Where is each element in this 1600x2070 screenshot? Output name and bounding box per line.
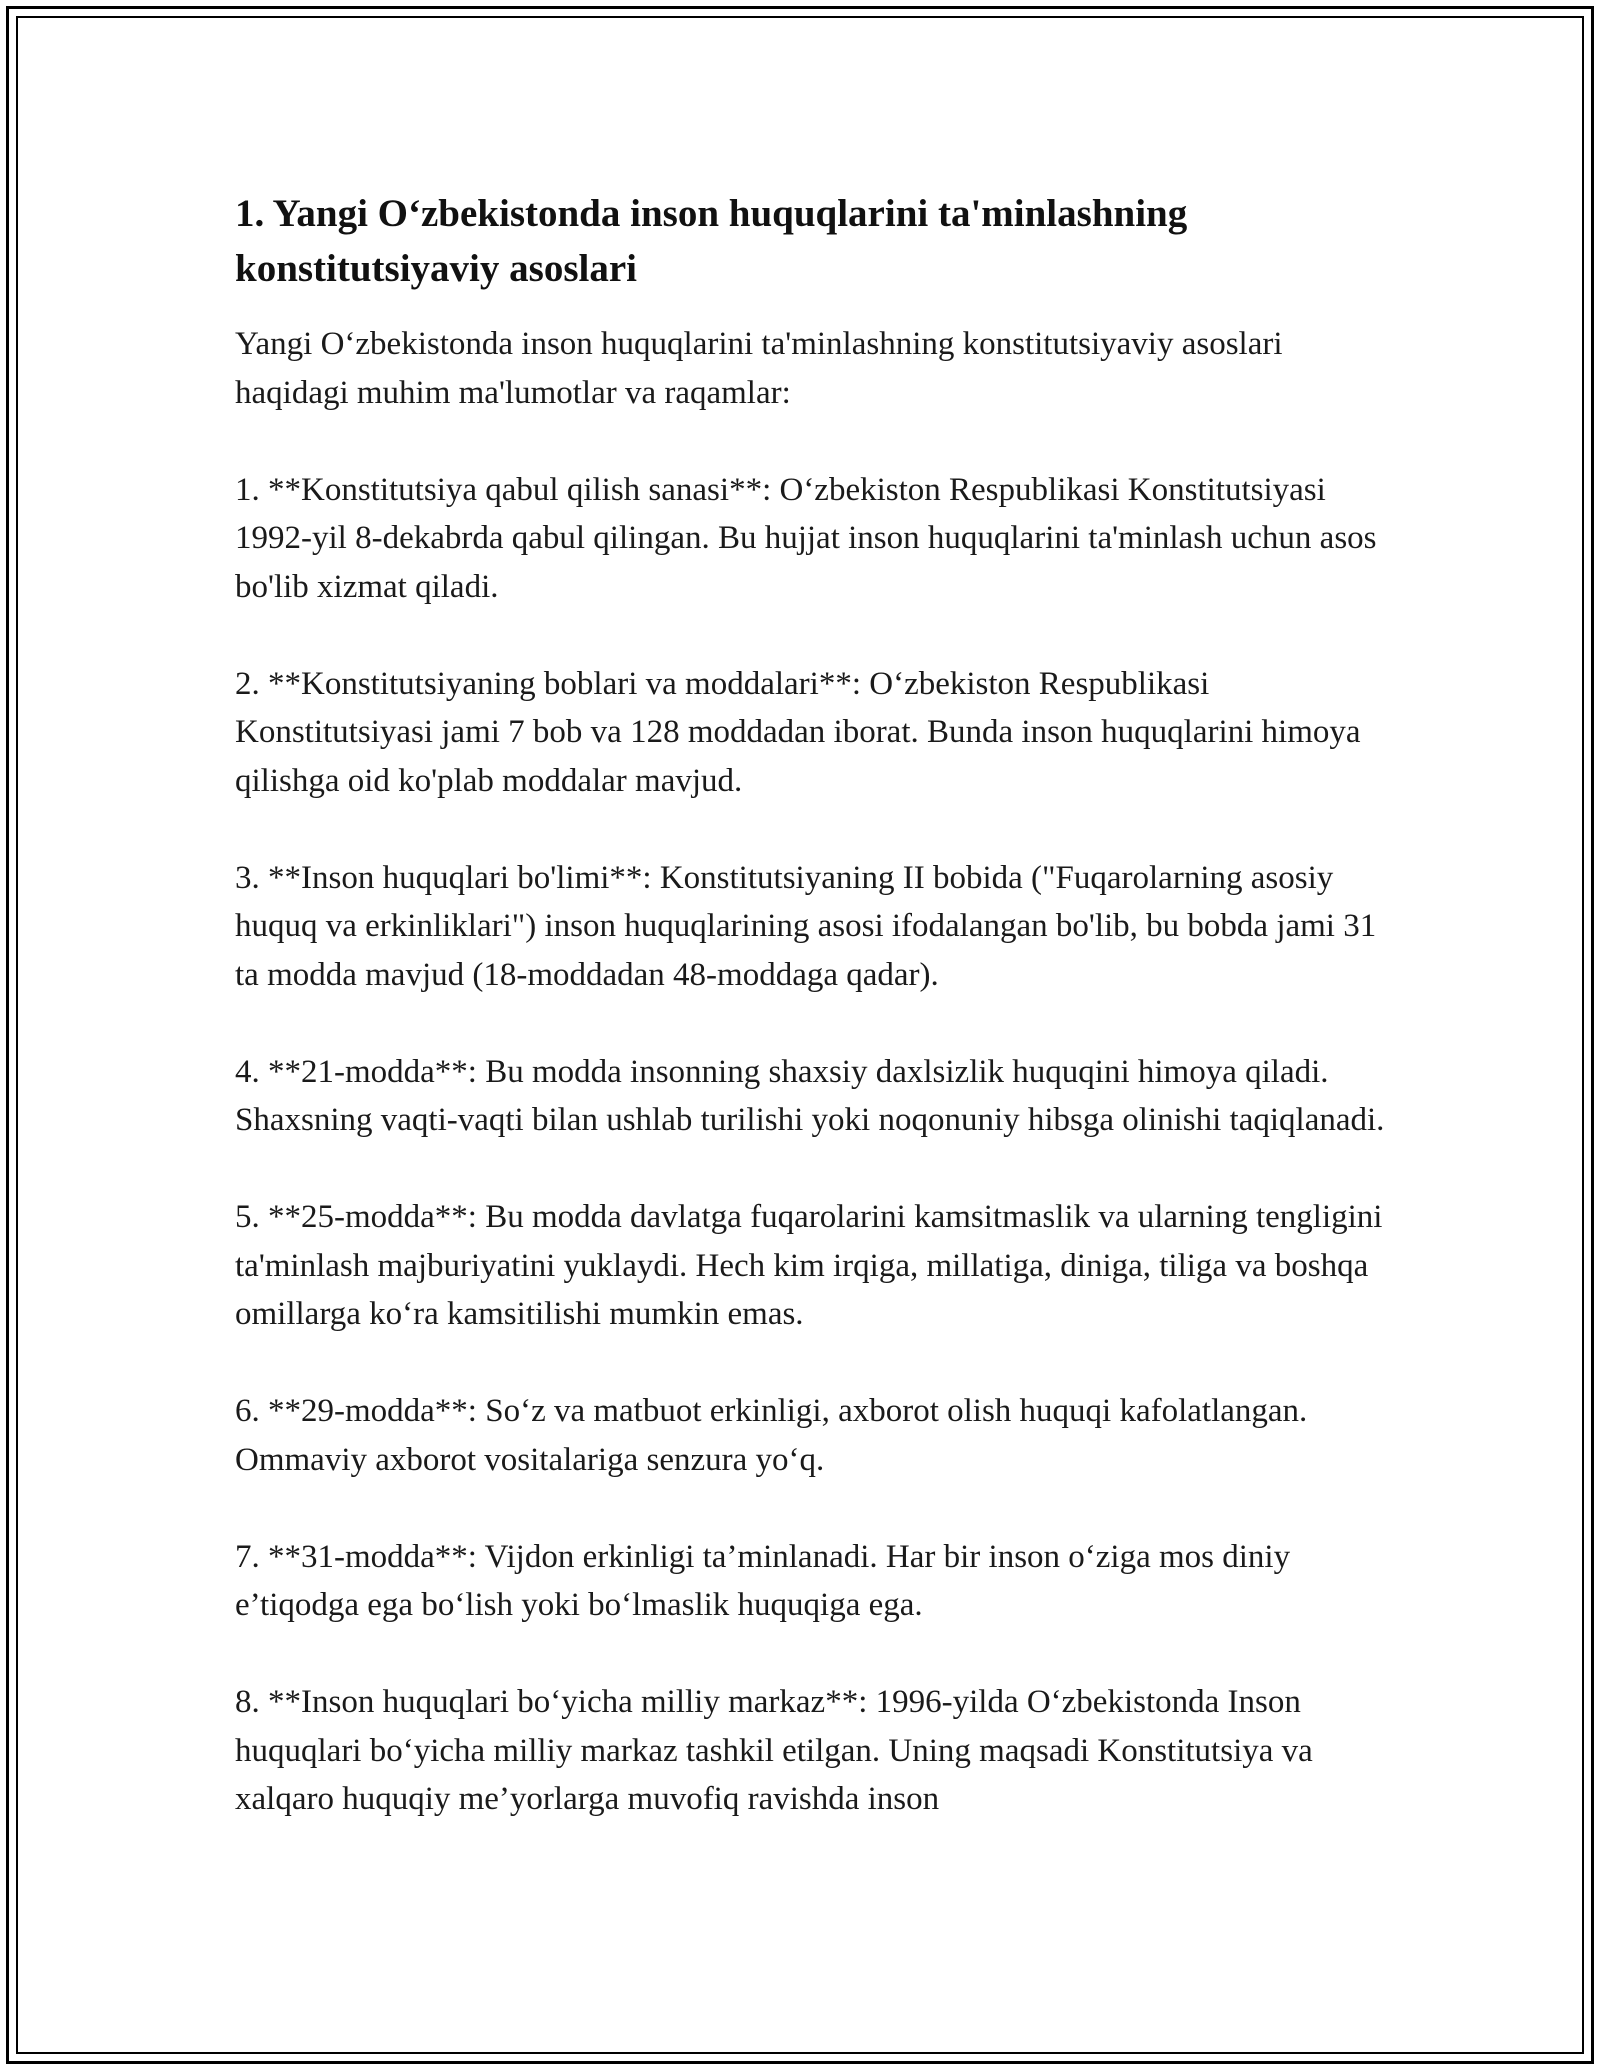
list-item-6: 6. **29-modda**: So‘z va matbuot erkinligi, axborot olish huquqi kafolatlangan. Ommaviy axborot vositalariga senzura yo‘q. <box>235 1393 1308 1478</box>
list-item-2: 2. **Konstitutsiyaning boblari va moddalari**: O‘zbekiston Respublikasi Konstitutsiyasi jami 7 bob va 128 moddadan iborat. Bunda inson huquqlarini himoya qilishga oid ko'plab moddalar mavjud. <box>235 665 1361 799</box>
list-item-4: 4. **21-modda**: Bu modda insonning shaxsiy daxlsizlik huquqini himoya qiladi. Shaxsning vaqti-vaqti bilan ushlab turilishi yoki noqonuniy hibsga olinishi taqiqlanadi. <box>235 1053 1385 1138</box>
intro-paragraph: Yangi O‘zbekistonda inson huquqlarini ta'minlashning konstitutsiyaviy asoslari haqidagi muhim ma'lumotlar va raqamlar: <box>235 326 1283 411</box>
list-item-7: 7. **31-modda**: Vijdon erkinligi ta’minlanadi. Har bir inson o‘ziga mos diniy e’tiqodga ega bo‘lish yoki bo‘lmaslik huquqiga ega. <box>235 1538 1291 1623</box>
document-heading: 1. Yangi O‘zbekistonda inson huquqlarini ta'minlashning konstitutsiyaviy asoslari <box>235 192 1188 290</box>
list-item-3: 3. **Inson huquqlari bo'limi**: Konstitutsiyaning II bobida ("Fuqarolarning asosiy huquq va erkinliklari") inson huquqlarining asosi ifodalangan bo'lib, bu bobda jami 31 ta modda mavjud (18-moddadan 48-moddaga qadar). <box>235 859 1377 993</box>
list-item-8: 8. **Inson huquqlari bo‘yicha milliy markaz**: 1996-yilda O‘zbekistonda Inson huquqlari bo‘yicha milliy markaz tashkil etilgan. Uning maqsadi Konstitutsiya va xalqaro huquqiy me’yorlarga muvofiq ravishda inson <box>235 1684 1313 1817</box>
list-item-1: 1. **Konstitutsiya qabul qilish sanasi**: O‘zbekiston Respublikasi Konstitutsiyasi 1992-yil 8-dekabrda qabul qilingan. Bu hujjat inson huquqlarini ta'minlash uchun asos bo'lib xizmat qiladi. <box>235 471 1377 605</box>
document-body <box>235 186 1385 1872</box>
list-item-5: 5. **25-modda**: Bu modda davlatga fuqarolarini kamsitmaslik va ularning tengligini ta'minlash majburiyatini yuklaydi. Hech kim irqiga, millatiga, diniga, tiliga va boshqa omillarga ko‘ra kamsitilishi mumkin emas. <box>235 1199 1383 1332</box>
